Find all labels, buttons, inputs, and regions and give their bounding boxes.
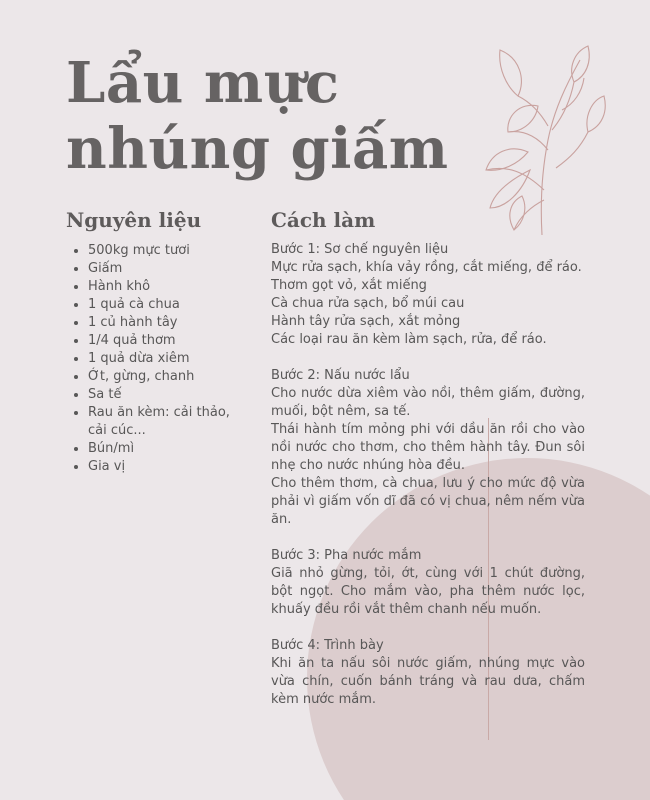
step-line: Cho thêm thơm, cà chua, lưu ý cho mức độ vừa phải vì giấm vốn dĩ đã có vị chua, nêm nếm vừa ăn.	[271, 476, 585, 527]
step-4	[271, 637, 585, 709]
step-2	[271, 367, 585, 529]
method-steps	[271, 241, 585, 709]
title-line-2: nhúng giấm	[66, 116, 449, 182]
step-title: Bước 2: Nấu nước lẩu	[271, 368, 410, 383]
step-line: Khi ăn ta nấu sôi nước giấm, nhúng mực vào vừa chín, cuốn bánh tráng và rau dưa, chấm kèm nước mắm.	[271, 656, 585, 707]
step-3	[271, 547, 585, 619]
title-line-1: Lẩu mực	[66, 50, 340, 116]
step-line: Hành tây rửa sạch, xắt mỏng	[271, 314, 461, 329]
method-heading: Cách làm	[271, 208, 376, 232]
step-line: Các loại rau ăn kèm làm sạch, rửa, để ráo.	[271, 332, 547, 347]
ingredient-item: • Ớt, gừng, chanh	[88, 368, 246, 386]
method-section	[271, 208, 585, 709]
step-line: Cà chua rửa sạch, bổ múi cau	[271, 296, 465, 311]
ingredient-item: • 1 quả cà chua	[88, 296, 246, 314]
ingredient-item: • Giấm	[88, 260, 246, 278]
ingredient-item: • Gia vị	[88, 458, 246, 476]
ingredients-heading: Nguyên liệu	[66, 208, 202, 232]
ingredient-item: • 1 quả dừa xiêm	[88, 350, 246, 368]
ingredient-item: • Rau ăn kèm: cải thảo, cải cúc...	[88, 404, 246, 440]
ingredients-section	[66, 208, 246, 476]
step-title: Bước 1: Sơ chế nguyên liệu	[271, 242, 449, 257]
step-line: Thái hành tím mỏng phi với dầu ăn rồi cho vào nồi nước cho thơm, cho thêm hành tây. Đun sôi nhẹ cho nước nhúng hòa đều.	[271, 422, 585, 473]
ingredients-list	[66, 242, 246, 476]
ingredient-item: • Hành khô	[88, 278, 246, 296]
ingredient-item: • 1/4 quả thơm	[88, 332, 246, 350]
step-1	[271, 241, 585, 349]
step-title: Bước 4: Trình bày	[271, 638, 384, 653]
step-line: Mực rửa sạch, khía vảy rồng, cắt miếng, để ráo.	[271, 260, 582, 275]
step-line: Giã nhỏ gừng, tỏi, ớt, cùng với 1 chút đường, bột ngọt. Cho mắm vào, pha thêm nước lọc, khuấy đều rồi vắt thêm chanh nếu muốn.	[271, 566, 585, 617]
page-title	[66, 50, 448, 182]
ingredient-item: • Bún/mì	[88, 440, 246, 458]
ingredient-item: • 500kg mực tươi	[88, 242, 246, 260]
ingredient-item: • 1 củ hành tây	[88, 314, 246, 332]
step-line: Thơm gọt vỏ, xắt miếng	[271, 278, 427, 293]
ingredient-item: • Sa tế	[88, 386, 246, 404]
step-line: Cho nước dừa xiêm vào nồi, thêm giấm, đường, muối, bột nêm, sa tế.	[271, 386, 585, 419]
step-title: Bước 3: Pha nước mắm	[271, 548, 422, 563]
